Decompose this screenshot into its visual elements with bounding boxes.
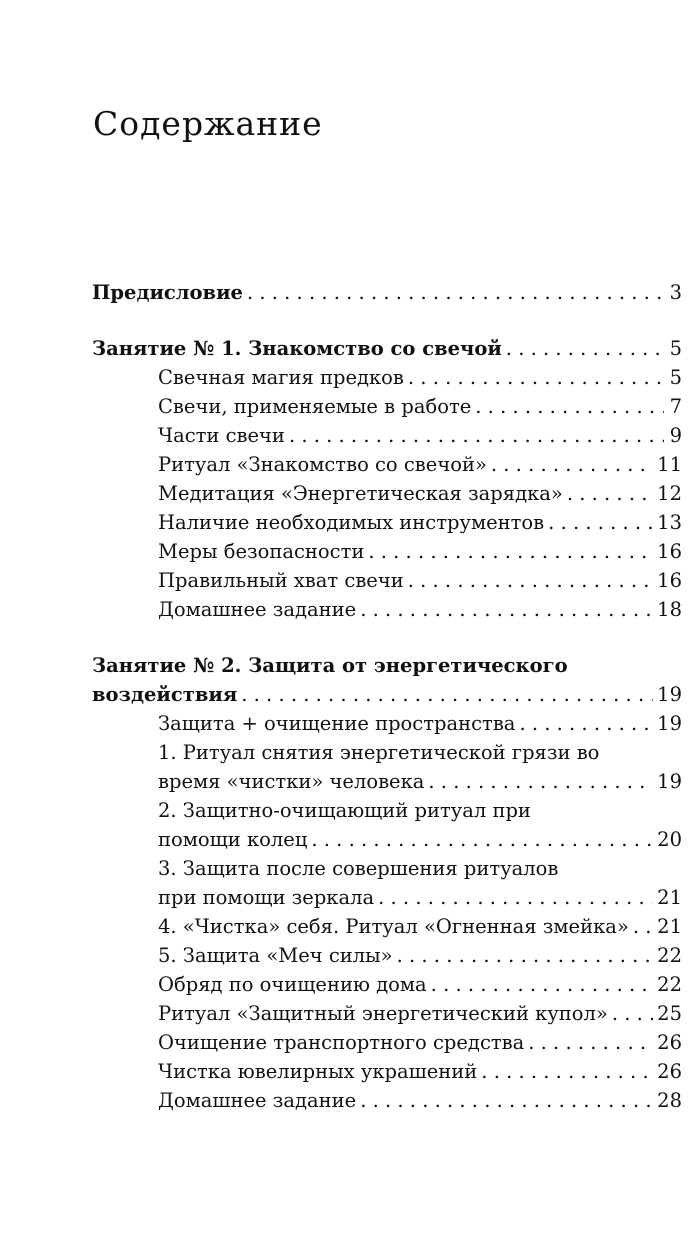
toc-subentry[interactable]: [92, 363, 682, 392]
dot-leader: [241, 680, 653, 709]
toc-page-number: 13: [657, 511, 682, 534]
toc-page-number: 21: [657, 915, 682, 938]
toc-subentry[interactable]: [92, 392, 682, 421]
toc-subentry[interactable]: [92, 1057, 682, 1086]
dot-leader: [567, 479, 653, 508]
toc-entry-label: Свечная магия предков: [158, 366, 404, 389]
dot-leader: [368, 537, 653, 566]
dot-leader: [431, 970, 654, 999]
dot-leader: [548, 508, 653, 537]
toc-subentry[interactable]: [92, 912, 682, 941]
toc-subentry[interactable]: [92, 767, 682, 796]
dot-leader: [519, 709, 653, 738]
toc-subentry[interactable]: [92, 883, 682, 912]
toc-entry-label: Свечи, применяемые в работе: [158, 395, 472, 418]
toc-subentry-line1[interactable]: 2. Защитно-очищающий ритуал при: [158, 799, 531, 822]
toc-page-number: 19: [657, 683, 682, 706]
toc-page-number: 26: [657, 1060, 682, 1083]
toc-entry-lesson-1[interactable]: [92, 334, 682, 363]
toc-entry-label: при помощи зеркала: [158, 886, 375, 909]
toc-subentry[interactable]: [92, 566, 682, 595]
toc-subentry[interactable]: [92, 970, 682, 999]
toc-page-number: 9: [669, 424, 682, 447]
toc-subentry[interactable]: [92, 421, 682, 450]
toc-entry-preface[interactable]: [92, 278, 682, 307]
toc-page-number: 18: [657, 598, 682, 621]
toc-subentry[interactable]: [92, 508, 682, 537]
toc-subentry[interactable]: [92, 941, 682, 970]
toc-page-number: 28: [657, 1089, 682, 1112]
toc-subentry[interactable]: [92, 825, 682, 854]
toc-entry-label: Обряд по очищению дома: [158, 973, 427, 996]
dot-leader: [360, 595, 653, 624]
dot-leader: [289, 421, 664, 450]
toc-subentry[interactable]: [92, 1028, 682, 1057]
toc-entry-label: Домашнее задание: [158, 1089, 357, 1112]
toc-subentry[interactable]: [92, 595, 682, 624]
toc-entry-label: Медитация «Энергетическая зарядка»: [158, 482, 563, 505]
toc-entry-label: Занятие № 1. Знакомство со свечой: [92, 337, 502, 360]
toc-subentry[interactable]: [92, 537, 682, 566]
toc-page-number: 20: [657, 828, 682, 851]
toc-entry-label: Домашнее задание: [158, 598, 357, 621]
toc-subentry[interactable]: [92, 450, 682, 479]
toc-subentry-line1[interactable]: 3. Защита после совершения ритуалов: [158, 857, 559, 880]
toc-entry-label: воздействия: [92, 683, 238, 706]
table-of-contents: [92, 278, 682, 1115]
dot-leader: [528, 1028, 653, 1057]
toc-entry-label: Правильный хват свечи: [158, 569, 404, 592]
dot-leader: [360, 1086, 653, 1115]
page-title: Содержание: [93, 104, 323, 143]
dot-leader: [481, 1057, 653, 1086]
toc-entry-label: Защита + очищение пространства: [158, 712, 516, 735]
dot-leader: [247, 278, 664, 307]
toc-entry-label: Ритуал «Знакомство со свечой»: [158, 453, 487, 476]
dot-leader: [491, 450, 653, 479]
toc-entry-label: время «чистки» человека: [158, 770, 425, 793]
toc-entry-label: Ритуал «Защитный энергетический купол»: [158, 1002, 608, 1025]
toc-page-number: 5: [669, 366, 682, 389]
toc-entry-label: Очищение транспортного средства: [158, 1031, 525, 1054]
toc-page-number: 11: [657, 453, 682, 476]
toc-entry-label: 5. Защита «Меч силы»: [158, 944, 393, 967]
toc-entry-label: Наличие необходимых инструментов: [158, 511, 545, 534]
dot-leader: [408, 566, 653, 595]
toc-subentry[interactable]: [92, 1086, 682, 1115]
toc-page-number: 25: [657, 1002, 682, 1025]
toc-subentry[interactable]: [92, 479, 682, 508]
toc-page-number: 22: [657, 973, 682, 996]
toc-entry-label: помощи колец: [158, 828, 308, 851]
toc-entry-lesson-2[interactable]: [92, 680, 682, 709]
toc-page-number: 26: [657, 1031, 682, 1054]
toc-page-number: 22: [657, 944, 682, 967]
toc-page-number: 19: [657, 712, 682, 735]
dot-leader: [428, 767, 653, 796]
toc-entry-label: Чистка ювелирных украшений: [158, 1060, 478, 1083]
dot-leader: [506, 334, 664, 363]
toc-page-number: 19: [657, 770, 682, 793]
toc-page-number: 7: [669, 395, 682, 418]
toc-entry-label: Предисловие: [92, 281, 243, 304]
toc-entry-label: Части свечи: [158, 424, 285, 447]
dot-leader: [408, 363, 664, 392]
toc-entry-label: 4. «Чистка» себя. Ритуал «Огненная змейка»: [158, 915, 629, 938]
dot-leader: [475, 392, 664, 421]
toc-subentry[interactable]: [92, 999, 682, 1028]
toc-page-number: 5: [669, 337, 682, 360]
toc-page-number: 12: [657, 482, 682, 505]
dot-leader: [397, 941, 654, 970]
toc-subentry-line1[interactable]: 1. Ритуал снятия энергетической грязи во: [158, 741, 600, 764]
toc-subentry[interactable]: [92, 709, 682, 738]
dot-leader: [633, 912, 653, 941]
toc-page-number: 3: [669, 281, 682, 304]
toc-page-number: 16: [657, 540, 682, 563]
toc-entry-lesson-2-line1[interactable]: Занятие № 2. Защита от энергетического: [92, 654, 568, 677]
toc-page-number: 21: [657, 886, 682, 909]
dot-leader: [378, 883, 653, 912]
dot-leader: [612, 999, 653, 1028]
toc-entry-label: Меры безопасности: [158, 540, 365, 563]
dot-leader: [311, 825, 653, 854]
toc-page-number: 16: [657, 569, 682, 592]
